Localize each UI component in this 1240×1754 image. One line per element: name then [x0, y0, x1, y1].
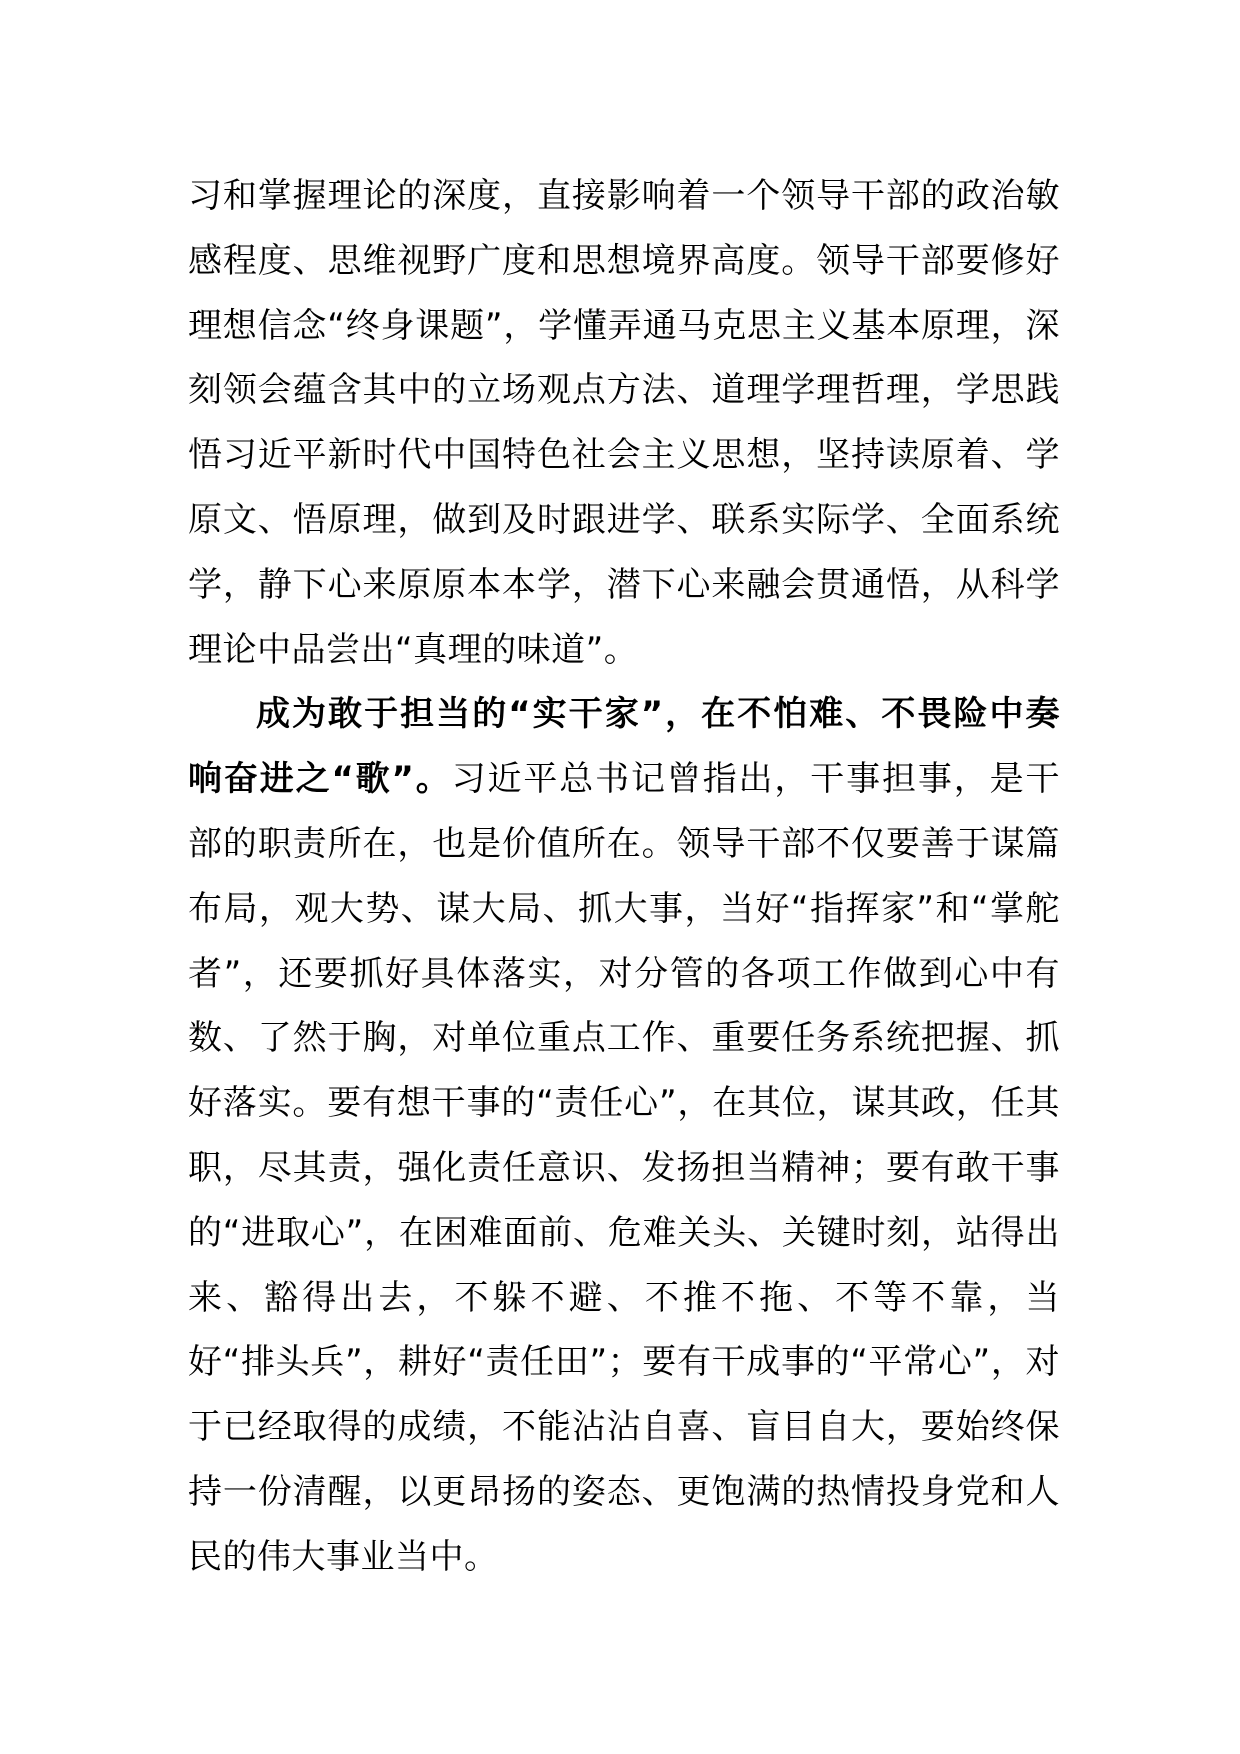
- section-heading: 成为敢于担当的“实干家”，在不怕难、不畏险中奏响奋进之“歌”。: [188, 694, 1060, 800]
- document-body: [188, 164, 1060, 1590]
- paragraph-section: [188, 682, 1060, 1589]
- paragraph-text: 习和掌握理论的深度，直接影响着一个领导干部的政治敏感程度、思维视野广度和思想境界高度。领导干部要修好理想信念“终身课题”，学懂弄通马克思主义基本原理，深刻领会蕴含其中的立场观点方法、道理学理哲理，学思践悟习近平新时代中国特色社会主义思想，坚持读原着、学原文、悟原理，做到及时跟进学、联系实际学、全面系统学，静下心来原原本本学，潜下心来融会贯通悟，从科学理论中品尝出“真理的味道”。: [188, 176, 1060, 670]
- paragraph-text: 习近平总书记曾指出，干事担事，是干部的职责所在，也是价值所在。领导干部不仅要善于谋篇布局，观大势、谋大局、抓大事，当好“指挥家”和“掌舵者”，还要抓好具体落实，对分管的各项工作做到心中有数、了然于胸，对单位重点工作、重要任务系统把握、抓好落实。要有想干事的“责任心”，在其位，谋其政，任其职，尽其责，强化责任意识、发扬担当精神；要有敢干事的“进取心”，在困难面前、危难关头、关键时刻，站得出来、豁得出去，不躲不避、不推不拖、不等不靠，当好“排头兵”，耕好“责任田”；要有干成事的“平常心”，对于已经取得的成绩，不能沾沾自喜、盲目自大，要始终保持一份清醒，以更昂扬的姿态、更饱满的热情投身党和人民的伟大事业当中。: [188, 759, 1060, 1577]
- paragraph-continuation: [188, 164, 1060, 682]
